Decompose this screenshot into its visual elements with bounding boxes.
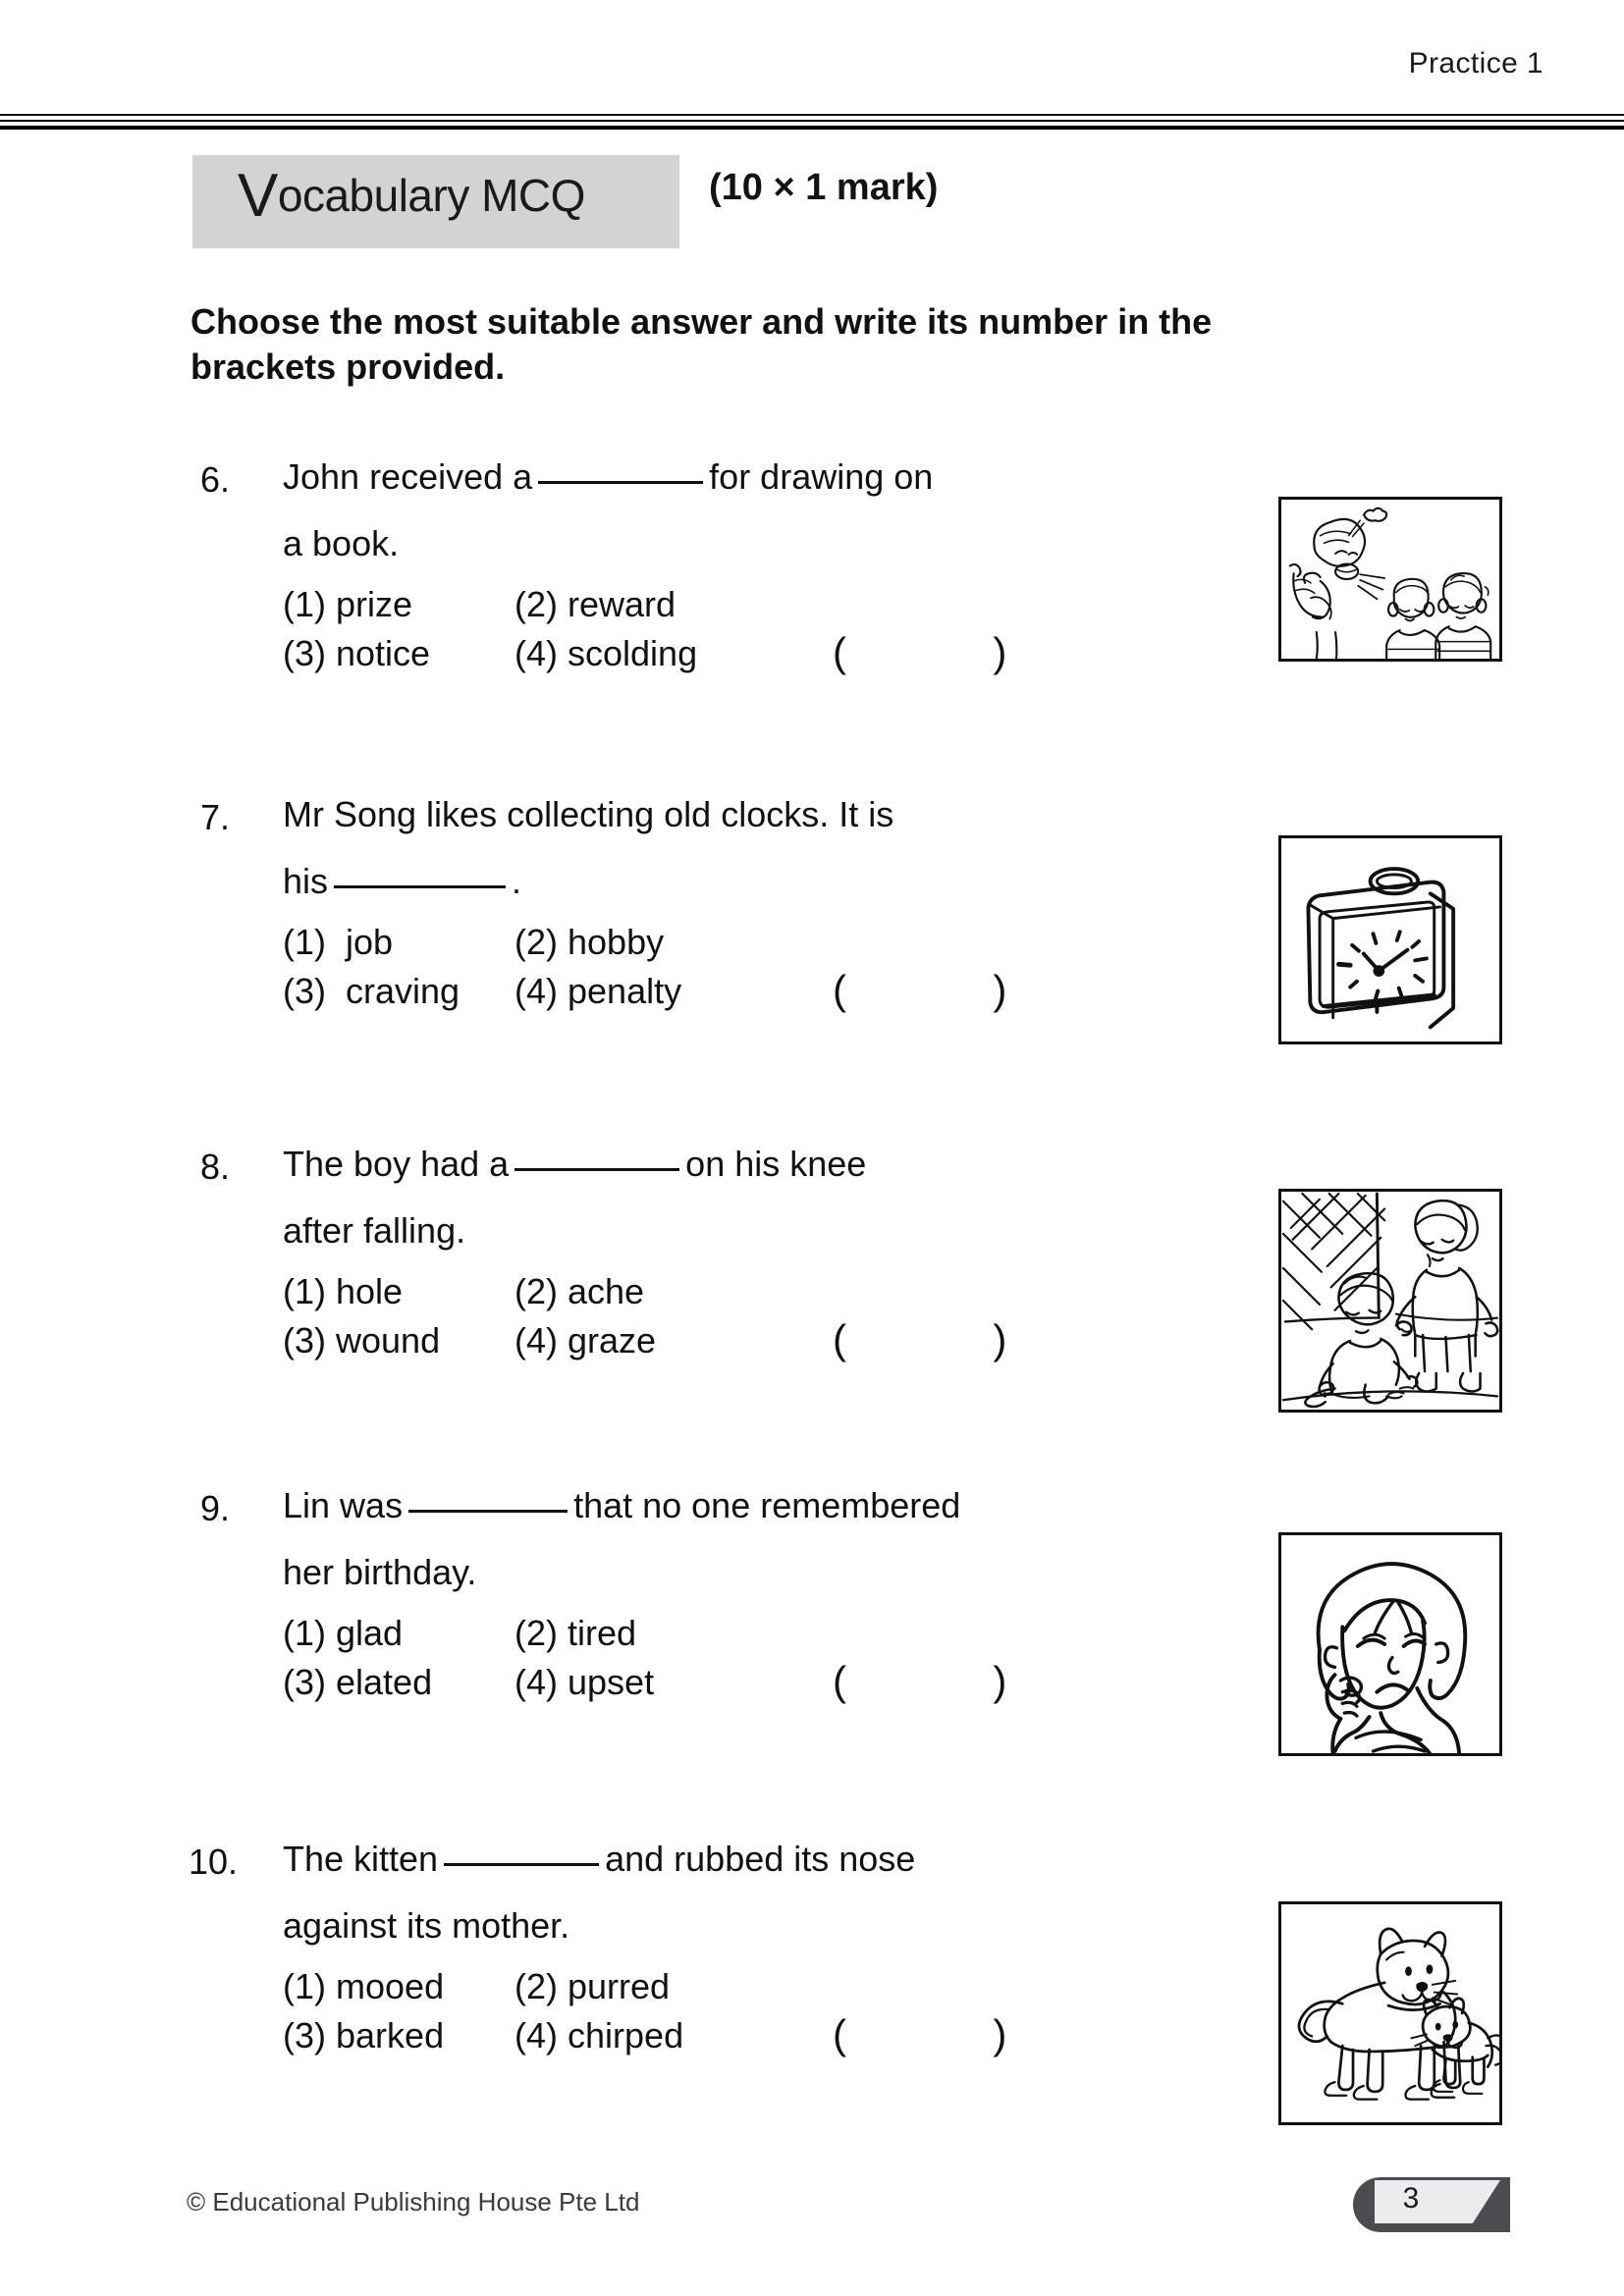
question-body-7 xyxy=(283,794,1245,1023)
question-stem-line1-9 xyxy=(283,1485,1245,1525)
page-header xyxy=(0,47,1624,106)
option-row-9-top xyxy=(283,1613,1245,1665)
option-8-2[interactable] xyxy=(514,1271,645,1311)
option-label-9-1: (1) xyxy=(283,1613,326,1653)
option-row-10-top xyxy=(283,1966,1245,2018)
answer-bracket-7[interactable]: ( ) xyxy=(833,967,1049,1013)
option-label-8-1: (1) xyxy=(283,1271,326,1311)
answer-blank-10 xyxy=(444,1863,599,1866)
answer-bracket-8[interactable]: ( ) xyxy=(833,1316,1049,1362)
question-body-6 xyxy=(283,456,1245,685)
option-text-8-3: wound xyxy=(336,1320,441,1361)
option-6-1[interactable] xyxy=(283,584,413,624)
illustration-9-sad-girl xyxy=(1278,1532,1502,1756)
option-text-6-4: scolding xyxy=(568,633,698,673)
option-label-8-3: (3) xyxy=(283,1320,326,1361)
option-label-9-2: (2) xyxy=(514,1613,558,1653)
option-9-4[interactable] xyxy=(514,1662,655,1702)
stem-text-before-blank-6: John received a xyxy=(283,456,533,497)
option-text-9-3: elated xyxy=(336,1662,433,1702)
option-8-1[interactable] xyxy=(283,1271,404,1311)
option-7-4[interactable] xyxy=(514,971,682,1011)
section-title-rest: ocabulary MCQ xyxy=(277,170,585,221)
stem-text-before-blank-7: his xyxy=(283,861,329,901)
option-row-9-bottom xyxy=(283,1658,1245,1714)
option-9-1[interactable] xyxy=(283,1613,404,1653)
option-row-7-top xyxy=(283,922,1245,974)
option-label-9-4: (4) xyxy=(514,1662,558,1702)
section-title-initial: V xyxy=(238,162,278,230)
instruction-line-2: brackets provided. xyxy=(190,347,506,388)
option-text-10-3: barked xyxy=(336,2015,445,2056)
option-row-8-bottom xyxy=(283,1316,1245,1372)
answer-bracket-10[interactable]: ( ) xyxy=(833,2011,1049,2057)
option-7-1[interactable] xyxy=(283,922,394,962)
running-head: Practice 1 xyxy=(1408,47,1543,80)
option-6-3[interactable] xyxy=(283,633,431,673)
answer-blank-8 xyxy=(514,1168,679,1171)
stem-text-after-blank-10: and rubbed its nose xyxy=(605,1839,916,1879)
question-stem-line2-6: a book. xyxy=(283,523,400,563)
answer-blank-7 xyxy=(334,885,506,888)
page-number-tab xyxy=(1353,2177,1510,2232)
question-stem-line2-9: her birthday. xyxy=(283,1552,477,1592)
option-text-10-4: chirped xyxy=(568,2015,684,2056)
option-10-2[interactable] xyxy=(514,1966,671,2006)
illustration-6-angry-adult-scolding-two-boys xyxy=(1278,497,1502,662)
stem-text-after-blank-8: on his knee xyxy=(685,1144,867,1184)
option-text-8-4: graze xyxy=(568,1320,657,1361)
option-8-4[interactable] xyxy=(514,1320,657,1361)
stem-text-before-blank-9: Lin was xyxy=(283,1485,404,1525)
option-text-9-4: upset xyxy=(568,1662,655,1702)
option-text-7-1: job xyxy=(346,922,394,962)
section-title-banner xyxy=(192,155,679,248)
option-label-9-3: (3) xyxy=(283,1662,326,1702)
option-text-7-3: craving xyxy=(346,971,460,1011)
option-row-10-bottom xyxy=(283,2011,1245,2067)
option-label-10-3: (3) xyxy=(283,2015,326,2056)
answer-bracket-6[interactable]: ( ) xyxy=(833,629,1049,675)
illustration-7-old-alarm-clock xyxy=(1278,835,1502,1044)
stem-text-after-blank-9: that no one remembered xyxy=(573,1485,961,1525)
option-label-6-2: (2) xyxy=(514,584,558,624)
option-label-7-3: (3) xyxy=(283,971,326,1011)
option-text-9-2: tired xyxy=(568,1613,637,1653)
option-6-4[interactable] xyxy=(514,633,698,673)
question-number-8: 8. xyxy=(200,1147,231,1187)
option-label-10-4: (4) xyxy=(514,2015,558,2056)
option-text-10-2: purred xyxy=(568,1966,671,2006)
page-number: 3 xyxy=(1402,2182,1420,2215)
option-label-10-1: (1) xyxy=(283,1966,326,2006)
option-10-1[interactable] xyxy=(283,1966,445,2006)
option-text-6-2: reward xyxy=(568,584,677,624)
option-text-9-1: glad xyxy=(336,1613,404,1653)
option-text-8-2: ache xyxy=(568,1271,645,1311)
option-label-6-1: (1) xyxy=(283,584,326,624)
question-number-7: 7. xyxy=(200,797,231,837)
instruction-line-1: Choose the most suitable answer and write its number in the xyxy=(190,301,1213,342)
option-label-7-4: (4) xyxy=(514,971,558,1011)
answer-blank-6 xyxy=(538,481,703,484)
option-text-8-1: hole xyxy=(336,1271,404,1311)
question-stem-line2-10: against its mother. xyxy=(283,1905,570,1946)
question-stem-line1-7: Mr Song likes collecting old clocks. It is xyxy=(283,794,894,834)
option-9-2[interactable] xyxy=(514,1613,637,1653)
option-row-7-bottom xyxy=(283,967,1245,1023)
illustration-8-fallen-boy-and-helping-girl xyxy=(1278,1189,1502,1413)
stem-text-after-blank-7: . xyxy=(512,861,522,901)
option-row-6-bottom xyxy=(283,629,1245,685)
option-10-4[interactable] xyxy=(514,2015,684,2056)
option-label-7-1: (1) xyxy=(283,922,326,962)
question-stem-line2-7 xyxy=(283,861,1245,901)
option-text-6-1: prize xyxy=(336,584,413,624)
illustration-10-mother-cat-and-kitten xyxy=(1278,1901,1502,2125)
question-stem-line2-8: after falling. xyxy=(283,1210,466,1251)
option-8-3[interactable] xyxy=(283,1320,441,1361)
option-7-2[interactable] xyxy=(514,922,665,962)
option-text-7-2: hobby xyxy=(568,922,665,962)
section-title-text xyxy=(238,162,585,230)
stem-text-before-blank-8: The boy had a xyxy=(283,1144,510,1184)
answer-blank-9 xyxy=(408,1510,568,1513)
header-divider-rule xyxy=(0,114,1624,130)
question-number-6: 6. xyxy=(200,459,231,500)
option-label-10-2: (2) xyxy=(514,1966,558,2006)
question-body-9 xyxy=(283,1485,1245,1714)
question-stem-line1-6 xyxy=(283,456,1245,497)
option-text-6-3: notice xyxy=(336,633,431,673)
option-label-6-3: (3) xyxy=(283,633,326,673)
section-marks-note: (10 × 1 mark) xyxy=(709,167,939,208)
option-label-8-4: (4) xyxy=(514,1320,558,1361)
option-row-6-top xyxy=(283,584,1245,636)
option-10-3[interactable] xyxy=(283,2015,445,2056)
stem-text-after-blank-6: for drawing on xyxy=(709,456,934,497)
question-body-10 xyxy=(283,1839,1245,2067)
rule-line-bottom xyxy=(0,126,1624,130)
option-text-10-1: mooed xyxy=(336,1966,445,2006)
option-6-2[interactable] xyxy=(514,584,677,624)
stem-text-before-blank-10: The kitten xyxy=(283,1839,439,1879)
question-stem-line1-10 xyxy=(283,1839,1245,1879)
option-7-3[interactable] xyxy=(283,971,460,1011)
question-number-10: 10. xyxy=(189,1842,239,1882)
option-label-6-4: (4) xyxy=(514,633,558,673)
option-9-3[interactable] xyxy=(283,1662,433,1702)
option-text-7-4: penalty xyxy=(568,971,682,1011)
footer-copyright: © Educational Publishing House Pte Ltd xyxy=(187,2187,640,2216)
option-row-8-top xyxy=(283,1271,1245,1323)
answer-bracket-9[interactable]: ( ) xyxy=(833,1658,1049,1704)
option-label-8-2: (2) xyxy=(514,1271,558,1311)
question-stem-line1-8 xyxy=(283,1144,1245,1184)
question-number-9: 9. xyxy=(200,1488,231,1528)
instruction-text xyxy=(190,299,1526,390)
question-body-8 xyxy=(283,1144,1245,1372)
option-label-7-2: (2) xyxy=(514,922,558,962)
